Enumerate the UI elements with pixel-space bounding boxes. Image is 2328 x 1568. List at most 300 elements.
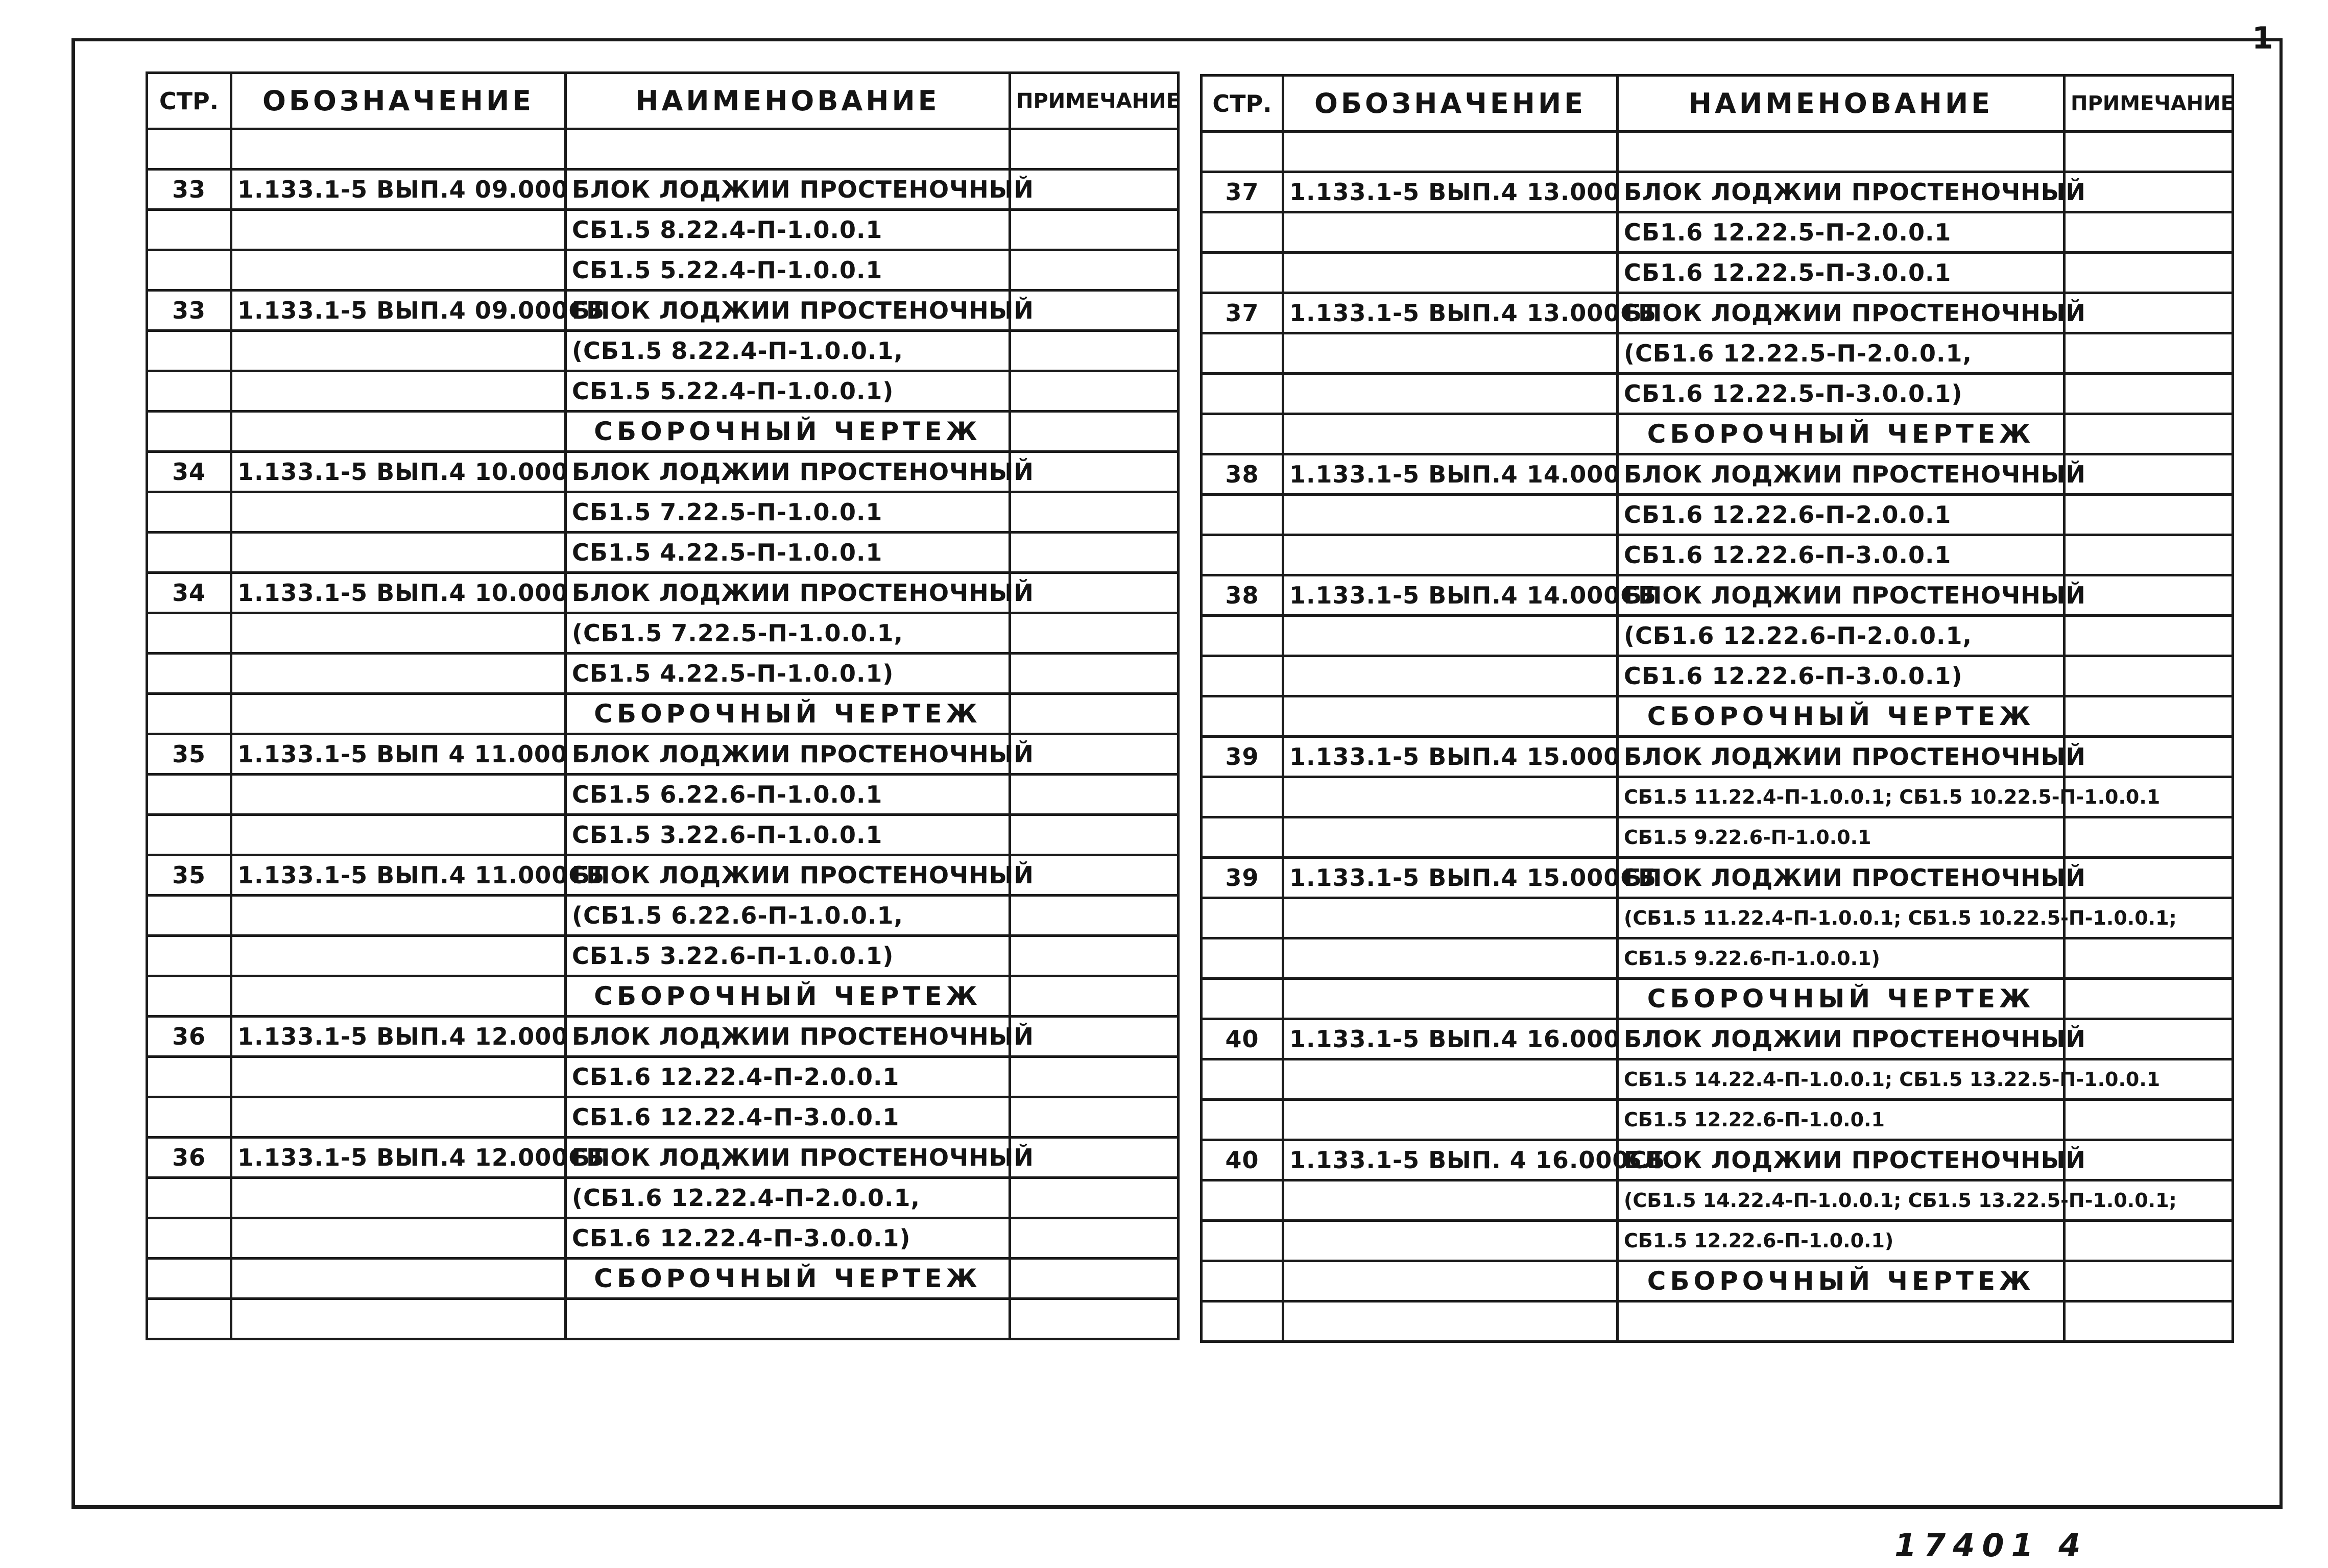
- table-row: [1202, 212, 2233, 253]
- table-row: [147, 371, 1179, 412]
- header-note: ПРИМЕЧАНИЕ: [1010, 73, 1179, 129]
- name-cell: БЛОК ЛОДЖИИ ПРОСТЕНОЧНЫЙ: [566, 291, 1010, 331]
- name-cell: СБ1.5 14.22.4-П-1.0.0.1; СБ1.5 13.22.5-П-1.0.0.1: [1618, 1059, 2065, 1100]
- header-name: НАИМЕНОВАНИЕ: [566, 73, 1010, 129]
- page-cell: [147, 1057, 231, 1097]
- table-row: [1202, 1221, 2233, 1261]
- designation-cell: [231, 331, 566, 371]
- page-cell: [147, 250, 231, 291]
- designation-cell: [231, 1178, 566, 1218]
- note-cell: [1010, 1057, 1179, 1097]
- note-cell: [2065, 454, 2233, 495]
- name-cell: БЛОК ЛОДЖИИ ПРОСТЕНОЧНЫЙ: [1618, 1019, 2065, 1059]
- designation-cell: [1283, 1180, 1618, 1221]
- name-cell: (СБ1.5 8.22.4-П-1.0.0.1,: [566, 331, 1010, 371]
- table-row: [147, 815, 1179, 855]
- page-cell: [147, 492, 231, 533]
- page-cell: [147, 976, 231, 1017]
- name-cell: БЛОК ЛОДЖИИ ПРОСТЕНОЧНЫЙ: [1618, 172, 2065, 212]
- name-cell: СБОРОЧНЫЙ ЧЕРТЕЖ: [566, 1259, 1010, 1299]
- page-cell: [1202, 333, 1283, 374]
- designation-cell: [231, 1259, 566, 1299]
- note-cell: [1010, 170, 1179, 210]
- name-cell: СБ1.5 6.22.6-П-1.0.0.1: [566, 775, 1010, 815]
- note-cell: [2065, 212, 2233, 253]
- designation-cell: [1283, 495, 1618, 535]
- page-cell: 34: [147, 452, 231, 492]
- name-cell: СБ1.5 4.22.5-П-1.0.0.1): [566, 654, 1010, 694]
- page-cell: [147, 694, 231, 734]
- table-row: [1202, 1059, 2233, 1100]
- designation-cell: 1.133.1-5 ВЫП.4 13.000СБ: [1283, 293, 1618, 333]
- name-cell: СБ1.5 12.22.6-П-1.0.0.1: [1618, 1100, 2065, 1140]
- table-row: [1202, 1019, 2233, 1059]
- page-cell: [1202, 1221, 1283, 1261]
- name-cell: СБ1.5 3.22.6-П-1.0.0.1): [566, 936, 1010, 976]
- note-cell: [1010, 1178, 1179, 1218]
- name-cell: СБ1.5 9.22.6-П-1.0.0.1: [1618, 817, 2065, 858]
- table-row: [147, 412, 1179, 452]
- note-cell: [2065, 495, 2233, 535]
- name-cell: СБ1.5 5.22.4-П-1.0.0.1: [566, 250, 1010, 291]
- designation-cell: [1283, 696, 1618, 737]
- name-cell: СБ1.5 8.22.4-П-1.0.0.1: [566, 210, 1010, 250]
- designation-cell: 1.133.1-5 ВЫП.4 11.000СБ: [231, 855, 566, 896]
- page-cell: [1202, 535, 1283, 575]
- table-row: [147, 613, 1179, 654]
- header-row: [1202, 76, 2233, 132]
- page-cell: 33: [147, 291, 231, 331]
- designation-cell: [1283, 1100, 1618, 1140]
- designation-cell: [1283, 333, 1618, 374]
- spec-table-left: [146, 71, 1180, 1340]
- page-cell: [1202, 374, 1283, 414]
- page-cell: [1202, 1100, 1283, 1140]
- name-cell: (СБ1.6 12.22.6-П-2.0.0.1,: [1618, 616, 2065, 656]
- designation-cell: [1283, 979, 1618, 1019]
- table-row: [1202, 979, 2233, 1019]
- note-cell: [1010, 210, 1179, 250]
- designation-cell: 1.133.1-5 ВЫП.4 10.000: [231, 573, 566, 613]
- header-row: [147, 73, 1179, 129]
- name-cell: СБОРОЧНЫЙ ЧЕРТЕЖ: [1618, 696, 2065, 737]
- page-cell: [1202, 938, 1283, 979]
- name-cell: (СБ1.5 11.22.4-П-1.0.0.1; СБ1.5 10.22.5-П-1.0.0.1;: [1618, 898, 2065, 938]
- designation-cell: [1283, 938, 1618, 979]
- table-row: [1202, 495, 2233, 535]
- page-cell: [147, 936, 231, 976]
- table-row: [147, 1138, 1179, 1178]
- table-row: [147, 1178, 1179, 1218]
- page-cell: [147, 1218, 231, 1259]
- table-row: [147, 573, 1179, 613]
- note-cell: [2065, 333, 2233, 374]
- page-cell: [147, 371, 231, 412]
- designation-cell: 1.133.1-5 ВЫП 4 11.000: [231, 734, 566, 775]
- designation-cell: [231, 129, 566, 170]
- table-row: [147, 1057, 1179, 1097]
- page-cell: 38: [1202, 575, 1283, 616]
- page-cell: 34: [147, 573, 231, 613]
- header-page: СТР.: [1202, 76, 1283, 132]
- note-cell: [2065, 575, 2233, 616]
- designation-cell: [1283, 1301, 1618, 1342]
- note-cell: [2065, 535, 2233, 575]
- table-row: [147, 452, 1179, 492]
- table-row: [147, 1299, 1179, 1339]
- table-row: [1202, 253, 2233, 293]
- name-cell: СБ1.6 12.22.6-П-3.0.0.1): [1618, 656, 2065, 696]
- name-cell: БЛОК ЛОДЖИИ ПРОСТЕНОЧНЫЙ: [566, 1017, 1010, 1057]
- table-row: [147, 170, 1179, 210]
- name-cell: БЛОК ЛОДЖИИ ПРОСТЕНОЧНЫЙ: [566, 855, 1010, 896]
- note-cell: [1010, 573, 1179, 613]
- note-cell: [2065, 1019, 2233, 1059]
- table-row: [147, 694, 1179, 734]
- note-cell: [2065, 1221, 2233, 1261]
- table-row: [147, 734, 1179, 775]
- page-cell: [1202, 979, 1283, 1019]
- table-row: [1202, 1140, 2233, 1180]
- designation-cell: [1283, 132, 1618, 172]
- page-cell: [147, 815, 231, 855]
- designation-cell: 1.133.1-5 ВЫП.4 10.000: [231, 452, 566, 492]
- note-cell: [1010, 896, 1179, 936]
- name-cell: БЛОК ЛОДЖИИ ПРОСТЕНОЧНЫЙ: [1618, 1140, 2065, 1180]
- name-cell: СБ1.6 12.22.4-П-3.0.0.1: [566, 1097, 1010, 1138]
- note-cell: [1010, 331, 1179, 371]
- page-cell: [147, 1259, 231, 1299]
- document-stamp: 17401 4: [1894, 1527, 2088, 1564]
- note-cell: [1010, 1017, 1179, 1057]
- designation-cell: 1.133.1-5 ВЫП.4 14.000: [1283, 454, 1618, 495]
- designation-cell: [231, 210, 566, 250]
- table-row: [147, 250, 1179, 291]
- designation-cell: 1.133.1-5 ВЫП.4 09.000СБ: [231, 291, 566, 331]
- designation-cell: [231, 250, 566, 291]
- note-cell: [2065, 1100, 2233, 1140]
- table-row: [1202, 333, 2233, 374]
- designation-cell: 1.133.1-5 ВЫП.4 14.000СБ: [1283, 575, 1618, 616]
- page-cell: [147, 1178, 231, 1218]
- designation-cell: [231, 896, 566, 936]
- name-cell: СБ1.6 12.22.5-П-3.0.0.1: [1618, 253, 2065, 293]
- table-row: [1202, 656, 2233, 696]
- name-cell: [1618, 1301, 2065, 1342]
- note-cell: [2065, 253, 2233, 293]
- designation-cell: 1.133.1-5 ВЫП. 4 16.000СБ: [1283, 1140, 1618, 1180]
- designation-cell: [1283, 898, 1618, 938]
- note-cell: [2065, 1261, 2233, 1301]
- page-cell: [1202, 1059, 1283, 1100]
- name-cell: БЛОК ЛОДЖИИ ПРОСТЕНОЧНЫЙ: [1618, 737, 2065, 777]
- name-cell: БЛОК ЛОДЖИИ ПРОСТЕНОЧНЫЙ: [1618, 293, 2065, 333]
- header-designation: ОБОЗНАЧЕНИЕ: [1283, 76, 1618, 132]
- page-cell: 35: [147, 734, 231, 775]
- name-cell: СБ1.6 12.22.5-П-2.0.0.1: [1618, 212, 2065, 253]
- page-cell: 37: [1202, 293, 1283, 333]
- page-cell: [1202, 777, 1283, 817]
- designation-cell: [231, 694, 566, 734]
- table-row: [147, 129, 1179, 170]
- note-cell: [1010, 1218, 1179, 1259]
- table-row: [147, 936, 1179, 976]
- designation-cell: [231, 815, 566, 855]
- note-cell: [1010, 1299, 1179, 1339]
- table-row: [1202, 616, 2233, 656]
- note-cell: [1010, 129, 1179, 170]
- table-row: [1202, 737, 2233, 777]
- designation-cell: 1.133.1-5 ВЫП.4 16.000: [1283, 1019, 1618, 1059]
- table-row: [1202, 1261, 2233, 1301]
- name-cell: СБ1.6 12.22.4-П-2.0.0.1: [566, 1057, 1010, 1097]
- designation-cell: [231, 613, 566, 654]
- note-cell: [2065, 656, 2233, 696]
- name-cell: СБОРОЧНЫЙ ЧЕРТЕЖ: [566, 412, 1010, 452]
- name-cell: (СБ1.5 7.22.5-П-1.0.0.1,: [566, 613, 1010, 654]
- note-cell: [2065, 817, 2233, 858]
- name-cell: БЛОК ЛОДЖИИ ПРОСТЕНОЧНЫЙ: [1618, 858, 2065, 898]
- note-cell: [1010, 1097, 1179, 1138]
- table-row: [1202, 575, 2233, 616]
- designation-cell: 1.133.1-5 ВЫП.4 09.000: [231, 170, 566, 210]
- note-cell: [1010, 250, 1179, 291]
- table-row: [1202, 696, 2233, 737]
- table-row: [147, 976, 1179, 1017]
- note-cell: [1010, 1138, 1179, 1178]
- name-cell: БЛОК ЛОДЖИИ ПРОСТЕНОЧНЫЙ: [1618, 575, 2065, 616]
- designation-cell: 1.133.1-5 ВЫП.4 12.000СБ: [231, 1138, 566, 1178]
- designation-cell: [231, 775, 566, 815]
- table-row: [1202, 1301, 2233, 1342]
- page-cell: 33: [147, 170, 231, 210]
- table-row: [147, 654, 1179, 694]
- table-row: [147, 855, 1179, 896]
- note-cell: [1010, 613, 1179, 654]
- designation-cell: [1283, 616, 1618, 656]
- note-cell: [1010, 815, 1179, 855]
- name-cell: [566, 1299, 1010, 1339]
- name-cell: СБОРОЧНЫЙ ЧЕРТЕЖ: [566, 694, 1010, 734]
- note-cell: [1010, 775, 1179, 815]
- table-row: [147, 331, 1179, 371]
- designation-cell: [1283, 817, 1618, 858]
- name-cell: БЛОК ЛОДЖИИ ПРОСТЕНОЧНЫЙ: [1618, 454, 2065, 495]
- note-cell: [2065, 737, 2233, 777]
- table-row: [1202, 172, 2233, 212]
- name-cell: БЛОК ЛОДЖИИ ПРОСТЕНОЧНЫЙ: [566, 452, 1010, 492]
- name-cell: СБОРОЧНЫЙ ЧЕРТЕЖ: [1618, 414, 2065, 454]
- note-cell: [1010, 412, 1179, 452]
- name-cell: СБ1.5 5.22.4-П-1.0.0.1): [566, 371, 1010, 412]
- name-cell: (СБ1.6 12.22.4-П-2.0.0.1,: [566, 1178, 1010, 1218]
- table-row: [147, 533, 1179, 573]
- page-cell: [1202, 696, 1283, 737]
- name-cell: СБ1.5 4.22.5-П-1.0.0.1: [566, 533, 1010, 573]
- page-cell: [1202, 656, 1283, 696]
- note-cell: [2065, 696, 2233, 737]
- designation-cell: 1.133.1-5 ВЫП.4 15.000: [1283, 737, 1618, 777]
- page-cell: 40: [1202, 1140, 1283, 1180]
- note-cell: [2065, 1301, 2233, 1342]
- note-cell: [1010, 371, 1179, 412]
- table-row: [1202, 1100, 2233, 1140]
- table-row: [1202, 132, 2233, 172]
- designation-cell: [1283, 1059, 1618, 1100]
- header-designation: ОБОЗНАЧЕНИЕ: [231, 73, 566, 129]
- table-row: [1202, 858, 2233, 898]
- name-cell: [566, 129, 1010, 170]
- table-row: [147, 775, 1179, 815]
- note-cell: [2065, 979, 2233, 1019]
- designation-cell: [1283, 253, 1618, 293]
- header-page: СТР.: [147, 73, 231, 129]
- page-cell: [1202, 414, 1283, 454]
- designation-cell: [1283, 414, 1618, 454]
- designation-cell: [231, 412, 566, 452]
- name-cell: СБ1.5 11.22.4-П-1.0.0.1; СБ1.5 10.22.5-П-1.0.0.1: [1618, 777, 2065, 817]
- designation-cell: [231, 936, 566, 976]
- page-cell: 40: [1202, 1019, 1283, 1059]
- page-cell: 35: [147, 855, 231, 896]
- note-cell: [1010, 694, 1179, 734]
- page-cell: [1202, 212, 1283, 253]
- table-row: [1202, 777, 2233, 817]
- designation-cell: [231, 1097, 566, 1138]
- note-cell: [2065, 374, 2233, 414]
- designation-cell: 1.133.1-5 ВЫП.4 13.000: [1283, 172, 1618, 212]
- name-cell: БЛОК ЛОДЖИИ ПРОСТЕНОЧНЫЙ: [566, 170, 1010, 210]
- page-cell: [147, 775, 231, 815]
- table-row: [1202, 293, 2233, 333]
- note-cell: [1010, 533, 1179, 573]
- note-cell: [1010, 734, 1179, 775]
- note-cell: [1010, 855, 1179, 896]
- designation-cell: [1283, 212, 1618, 253]
- designation-cell: [1283, 656, 1618, 696]
- designation-cell: [231, 371, 566, 412]
- note-cell: [1010, 452, 1179, 492]
- name-cell: СБОРОЧНЫЙ ЧЕРТЕЖ: [1618, 1261, 2065, 1301]
- page-cell: [1202, 1301, 1283, 1342]
- name-cell: СБ1.6 12.22.5-П-3.0.0.1): [1618, 374, 2065, 414]
- table-row: [147, 492, 1179, 533]
- name-cell: СБ1.6 12.22.4-П-3.0.0.1): [566, 1218, 1010, 1259]
- note-cell: [1010, 654, 1179, 694]
- page-cell: [1202, 253, 1283, 293]
- page-cell: [1202, 132, 1283, 172]
- page-cell: [147, 533, 231, 573]
- page-cell: [147, 654, 231, 694]
- header-note: ПРИМЕЧАНИЕ: [2065, 76, 2233, 132]
- designation-cell: [231, 1057, 566, 1097]
- page-cell: 36: [147, 1017, 231, 1057]
- page-cell: [147, 331, 231, 371]
- note-cell: [1010, 976, 1179, 1017]
- name-cell: БЛОК ЛОДЖИИ ПРОСТЕНОЧНЫЙ: [566, 573, 1010, 613]
- designation-cell: [231, 1218, 566, 1259]
- name-cell: (СБ1.5 14.22.4-П-1.0.0.1; СБ1.5 13.22.5-П-1.0.0.1;: [1618, 1180, 2065, 1221]
- page-cell: [1202, 898, 1283, 938]
- designation-cell: [231, 1299, 566, 1339]
- note-cell: [2065, 938, 2233, 979]
- name-cell: СБОРОЧНЫЙ ЧЕРТЕЖ: [566, 976, 1010, 1017]
- spec-table-right: [1200, 74, 2234, 1343]
- table-row: [1202, 898, 2233, 938]
- designation-cell: [231, 654, 566, 694]
- designation-cell: [231, 976, 566, 1017]
- name-cell: СБ1.6 12.22.6-П-2.0.0.1: [1618, 495, 2065, 535]
- note-cell: [2065, 1140, 2233, 1180]
- corner-mark: 1: [2252, 20, 2273, 56]
- header-name: НАИМЕНОВАНИЕ: [1618, 76, 2065, 132]
- page-cell: 38: [1202, 454, 1283, 495]
- table-row: [1202, 1180, 2233, 1221]
- page-cell: 37: [1202, 172, 1283, 212]
- name-cell: СБ1.5 12.22.6-П-1.0.0.1): [1618, 1221, 2065, 1261]
- note-cell: [2065, 858, 2233, 898]
- name-cell: [1618, 132, 2065, 172]
- table-row: [147, 1097, 1179, 1138]
- note-cell: [2065, 132, 2233, 172]
- note-cell: [1010, 936, 1179, 976]
- page-cell: [1202, 616, 1283, 656]
- designation-cell: [231, 533, 566, 573]
- table-row: [147, 1259, 1179, 1299]
- designation-cell: [1283, 1261, 1618, 1301]
- designation-cell: [1283, 1221, 1618, 1261]
- designation-cell: [1283, 777, 1618, 817]
- name-cell: СБ1.5 9.22.6-П-1.0.0.1): [1618, 938, 2065, 979]
- page-cell: [1202, 495, 1283, 535]
- designation-cell: 1.133.1-5 ВЫП.4 12.000: [231, 1017, 566, 1057]
- table-row: [1202, 374, 2233, 414]
- note-cell: [2065, 172, 2233, 212]
- page-cell: [147, 1097, 231, 1138]
- table-row: [1202, 454, 2233, 495]
- table-row: [147, 1017, 1179, 1057]
- page-cell: [147, 896, 231, 936]
- name-cell: СБОРОЧНЫЙ ЧЕРТЕЖ: [1618, 979, 2065, 1019]
- table-row: [1202, 817, 2233, 858]
- designation-cell: [1283, 535, 1618, 575]
- page-cell: [1202, 817, 1283, 858]
- table-row: [1202, 535, 2233, 575]
- note-cell: [1010, 291, 1179, 331]
- page-cell: 39: [1202, 858, 1283, 898]
- page-cell: [1202, 1261, 1283, 1301]
- name-cell: (СБ1.6 12.22.5-П-2.0.0.1,: [1618, 333, 2065, 374]
- designation-cell: [231, 492, 566, 533]
- page-cell: [147, 129, 231, 170]
- note-cell: [2065, 414, 2233, 454]
- page-cell: 39: [1202, 737, 1283, 777]
- table-row: [1202, 414, 2233, 454]
- page-cell: [147, 1299, 231, 1339]
- page-cell: [147, 613, 231, 654]
- name-cell: СБ1.5 7.22.5-П-1.0.0.1: [566, 492, 1010, 533]
- note-cell: [2065, 293, 2233, 333]
- table-row: [147, 291, 1179, 331]
- table-row: [147, 896, 1179, 936]
- table-row: [147, 1218, 1179, 1259]
- name-cell: БЛОК ЛОДЖИИ ПРОСТЕНОЧНЫЙ: [566, 1138, 1010, 1178]
- note-cell: [2065, 616, 2233, 656]
- page-cell: [147, 412, 231, 452]
- note-cell: [1010, 1259, 1179, 1299]
- name-cell: СБ1.5 3.22.6-П-1.0.0.1: [566, 815, 1010, 855]
- page-cell: [1202, 1180, 1283, 1221]
